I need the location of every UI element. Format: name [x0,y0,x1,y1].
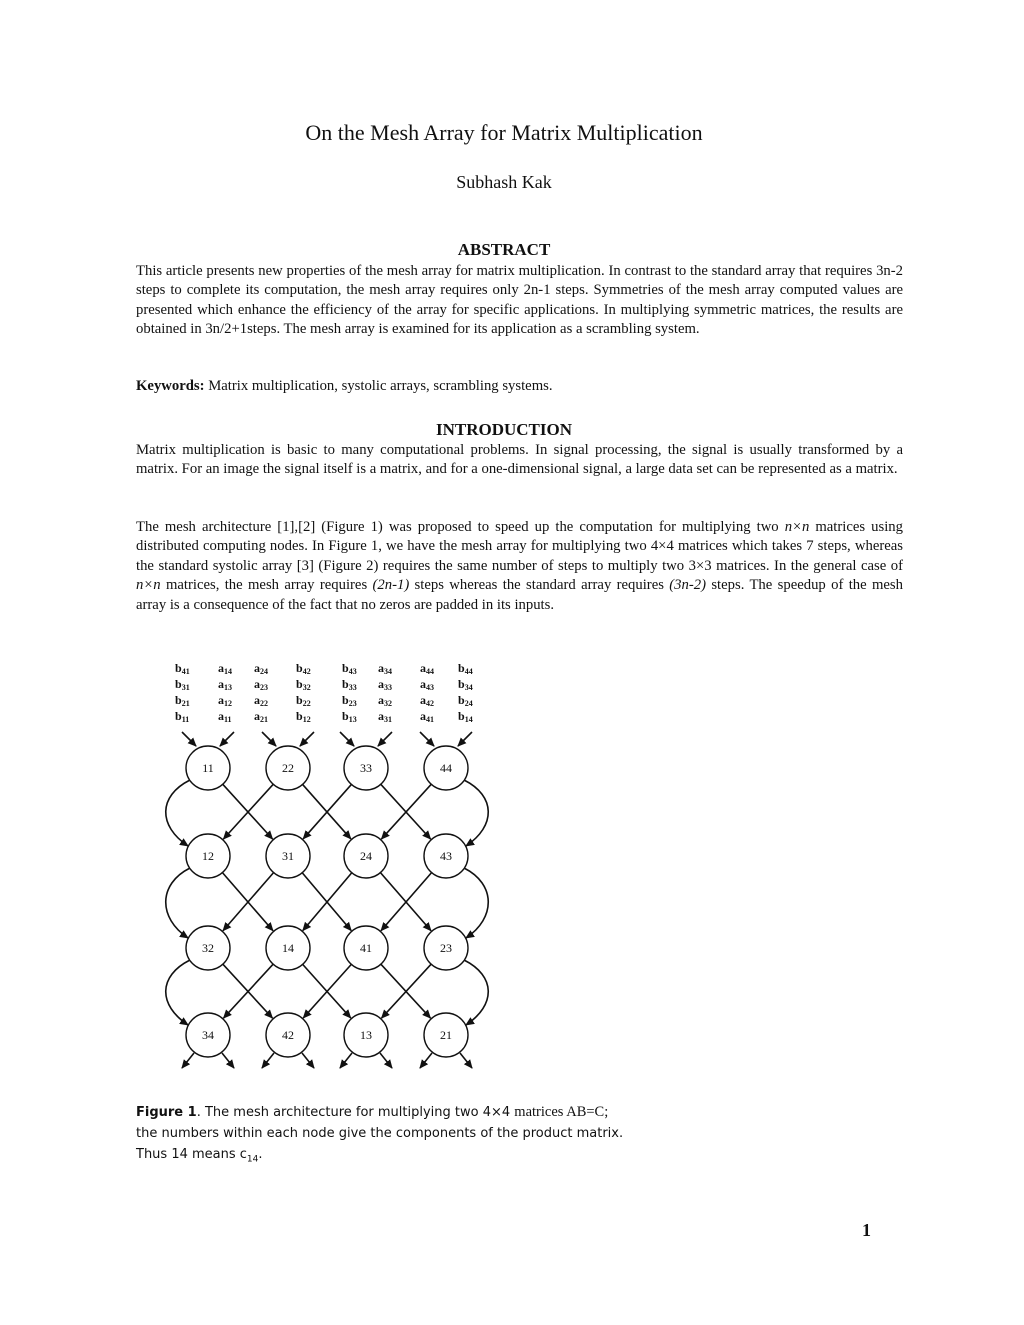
input-label: a21 [254,709,268,724]
input-label: b14 [458,709,473,724]
caption-line-1: Figure 1. The mesh architecture for multiplying two 4×4 matrices AB=C; [136,1104,609,1120]
mesh-node-label: 43 [440,849,452,863]
input-label: b43 [342,661,357,676]
intro-paragraph-2: The mesh architecture [1],[2] (Figure 1) was proposed to speed up the computation for multiplying two n×n matrices using distributed computing nodes. In Figure 1, we have the mesh array for multiplying two 4×4 matrices which takes 7 steps, whereas the standard systolic array [3] (Figure 2) requires the same number of steps to multiply two 3×3 matrices. In the general case of n×n matrices, the mesh array requires (2n-1) steps whereas the standard array requires (3n-2) steps. The speedup of the mesh array is a consequence of the fact that no zeros are padded in its inputs. [136,519,903,613]
input-label: b12 [296,709,311,724]
input-label: b34 [458,677,473,692]
input-label: b32 [296,677,311,692]
input-arrow [458,732,472,746]
input-label: a31 [378,709,392,724]
intro-paragraph-1: Matrix multiplication is basic to many computational problems. In signal processing, the signal is usually transformed by a matrix. For an image the signal itself is a matrix, and for a one-dimensional signal, a large data set can be represented as a matrix. [136,442,903,478]
input-arrow [420,732,434,746]
mesh-array-diagram [150,650,510,1080]
mesh-node-label: 42 [282,1028,294,1042]
output-arrow [222,1053,234,1068]
input-label: b24 [458,693,473,708]
input-label: a14 [218,661,232,676]
input-label: a33 [378,677,392,692]
mesh-node-label: 23 [440,941,452,955]
wrap-edge [166,868,190,938]
mesh-node-label: 11 [202,761,214,775]
paper-title: On the Mesh Array for Matrix Multiplication [305,120,703,145]
input-label: a22 [254,693,268,708]
mesh-node-label: 14 [282,941,294,955]
mesh-node-label: 21 [440,1028,452,1042]
input-label: a44 [420,661,434,676]
input-label: a42 [420,693,434,708]
output-arrow [182,1053,194,1068]
input-label: b44 [458,661,473,676]
input-label: b33 [342,677,357,692]
caption-label: Figure 1 [136,1105,197,1120]
input-label: a12 [218,693,232,708]
input-label: b22 [296,693,311,708]
input-arrow [182,732,196,746]
mesh-node-label: 22 [282,761,294,775]
author-name: Subhash Kak [456,172,552,192]
mesh-node-label: 31 [282,849,294,863]
mesh-node-label: 32 [202,941,214,955]
mesh-node-label: 24 [360,849,372,863]
figure-caption [136,1102,623,1171]
output-arrow [460,1053,472,1068]
input-label: a11 [218,709,232,724]
caption-line-2: the numbers within each node give the components of the product matrix. [136,1126,624,1141]
input-label: b41 [175,661,190,676]
input-arrow [220,732,234,746]
output-arrow [340,1053,352,1068]
mesh-node-label: 33 [360,761,372,775]
introduction-heading: INTRODUCTION [435,420,573,439]
input-label: b21 [175,693,190,708]
input-arrow [262,732,276,746]
input-label: b42 [296,661,311,676]
mesh-node-label: 41 [360,941,372,955]
input-label: a13 [218,677,232,692]
input-label: a23 [254,677,268,692]
mesh-node-label: 44 [440,761,452,775]
input-label: a41 [420,709,434,724]
wrap-edge [166,960,190,1025]
wrap-edge [464,780,488,846]
wrap-edge [464,868,488,938]
keywords-line [136,377,903,396]
input-label: a34 [378,661,392,676]
output-arrow [380,1053,392,1068]
input-label: a24 [254,661,268,676]
input-label: a43 [420,677,434,692]
keywords-label: Keywords: [136,378,205,394]
input-arrow [378,732,392,746]
abstract-text: This article presents new properties of the mesh array for matrix multiplication. In contrast to the standard array that requires 3n-2 steps to complete its computation, the mesh array requires only 2n-1 steps. Symmetries of the mesh array computed values are presented which enhance the efficiency of the array for specific applications. In multiplying symmetric matrices, the results are obtained in 3n/2+1steps. The mesh array is examined for its application as a scrambling system. [136,263,903,338]
input-label: a32 [378,693,392,708]
wrap-edge [166,780,190,846]
abstract-heading: ABSTRACT [457,240,551,259]
keywords-text: Matrix multiplication, systolic arrays, scrambling systems. [204,378,553,394]
wrap-edge [464,960,488,1025]
input-label: b23 [342,693,357,708]
mesh-node-label: 34 [202,1028,214,1042]
mesh-node-label: 13 [360,1028,372,1042]
mesh-node-label: 12 [202,849,214,863]
input-label: b31 [175,677,190,692]
input-label: b13 [342,709,357,724]
input-arrow [340,732,354,746]
output-arrow [302,1053,314,1068]
output-arrow [420,1053,432,1068]
output-arrow [262,1053,274,1068]
mesh-array-figure [150,650,510,1085]
input-label: b11 [175,709,190,724]
caption-line-3: Thus 14 means $c_{14}$. [136,1147,263,1165]
input-arrow [300,732,314,746]
page-number: 1 [862,1220,871,1240]
